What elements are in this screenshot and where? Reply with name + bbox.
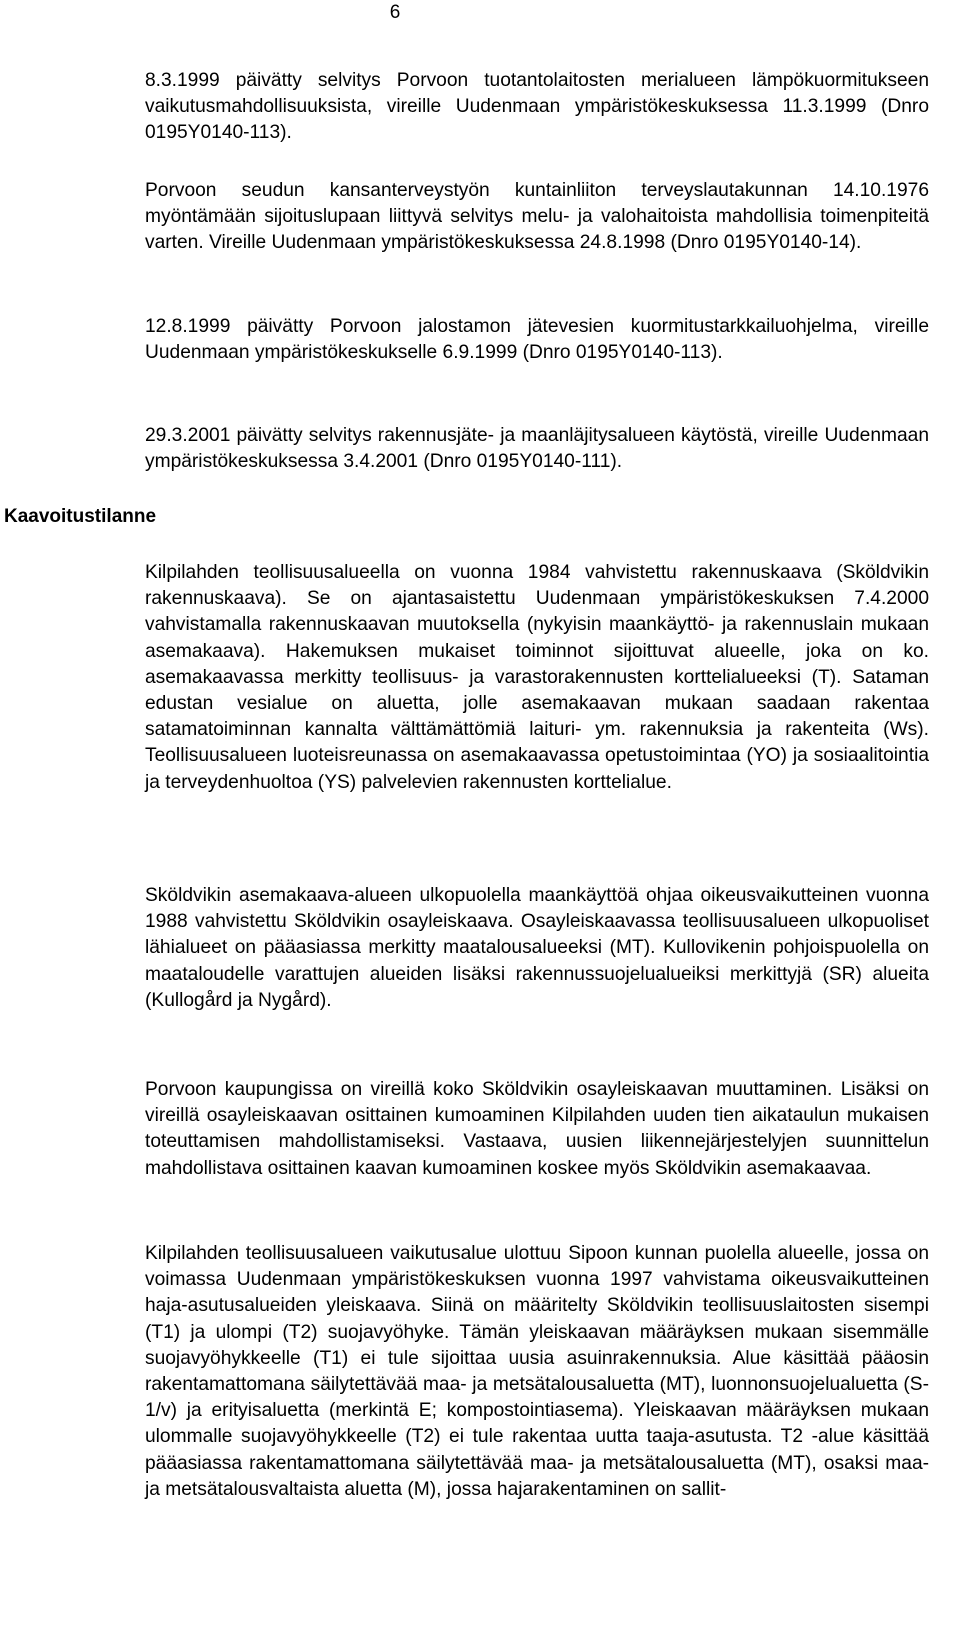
paragraph-6: Sköldvikin asemakaava-alueen ulkopuolella maankäyttöä ohjaa oikeusvaikutteinen vuonna 1988 vahvistettu Sköldvikin osayleiskaava. Osayleiskaavassa teollisuusalueen ulkopuoliset lähialueet on pääasiassa merkitty maatalousalueeksi (MT). Kullovikenin pohjoispuolella on maataloudelle varattujen alueiden lisäksi rakennussuojelualueiksi merkittyjä (SR) alueita (Kullogård ja Nygård). (145, 885, 929, 1011)
paragraph-1: 8.3.1999 päivätty selvitys Porvoon tuotantolaitosten merialueen lämpökuormitukseen vaikutusmahdollisuuksista, vireille Uudenmaan ympäristökeskuksessa 11.3.1999 (Dnro 0195Y0140-113). (145, 70, 929, 144)
paragraph-3: 12.8.1999 päivätty Porvoon jalostamon jätevesien kuormitustarkkailuohjelma, vireille Uudenmaan ympäristökeskukselle 6.9.1999 (Dnro 0195Y0140-113). (145, 316, 929, 364)
paragraph-2: Porvoon seudun kansanterveystyön kuntainliiton terveyslautakunnan 14.10.1976 myöntämään sijoituslupaan liittyvä selvitys melu- ja valohaitoista mahdollisia toimenpiteitä varten. Vireille Uudenmaan ympäristökeskuksessa 24.8.1998 (Dnro 0195Y0140-14). (145, 180, 929, 254)
page-number: 6 (389, 2, 401, 23)
section-heading-kaavoitustilanne: Kaavoitustilanne (4, 506, 157, 527)
paragraph-7: Porvoon kaupungissa on vireillä koko Sköldvikin osayleiskaavan muuttaminen. Lisäksi on vireillä osayleiskaavan osittainen kumoaminen Kilpilahden uuden tien aikataulun mukaisen toteuttamisen mahdollistamiseksi. Vastaava, uusien liikennejärjestelyjen suunnittelun mahdollistava osittainen kaavan kumoaminen koskee myös Sköldvikin asemakaavaa. (145, 1079, 929, 1179)
paragraph-5: Kilpilahden teollisuusalueella on vuonna 1984 vahvistettu rakennuskaava (Sköldvikin rakennuskaava). Se on ajantasaistettu Uudenmaan ympäristökeskuksen 7.4.2000 vahvistamalla rakennuskaavan muutoksella (nykyisin maankäyttö- ja rakennuslain mukaan asemakaava). Hakemuksen mukaiset toiminnot sijoittuvat alueelle, joka on ko. asemakaavassa merkitty teollisuus- ja varastorakennusten korttelialueeksi (T). Sataman edustan vesialue on aluetta, jolle asemakaavan mukaan saadaan rakentaa satamatoiminnan kannalta välttämättömiä laituri- ym. rakennuksia ja rakenteita (Ws). Teollisuusalueen luoteisreunassa on asemakaavassa opetustoimintaa (YO) ja sosiaalitointia ja terveydenhuoltoa (YS) palvelevien rakennusten korttelialue. (145, 562, 929, 793)
paragraph-8: Kilpilahden teollisuusalueen vaikutusalue ulottuu Sipoon kunnan puolella alueelle, jossa on voimassa Uudenmaan ympäristökeskuksen vuonna 1997 vahvistama oikeusvaikutteinen haja-asutusalueiden yleiskaava. Siinä on määritelty Sköldvikin teollisuuslaitosten sisempi (T1) ja ulompi (T2) suojavyöhyke. Tämän yleiskaavan määräyksen mukaan sisemmälle suojavyöhykkeelle (T1) ei tule sijoittaa uusia asuinrakennuksia. Alue käsittää pääosin rakentamattomana säilytettävää maa- ja metsätalousaluetta (MT), luonnonsuojelualuetta (S-1/v) ja erityisaluetta (merkintä E; kompostointiasema). Yleiskaavan määräyksen mukaan ulommalle suojavyöhykkeelle (T2) ei tule rakentaa uutta taaja-asutusta. T2 -alue käsittää pääasiassa rakentamattomana säilytettävää maa- ja metsätalousaluetta (MT), osaksi maa- ja metsätalousvaltaista aluetta (M), jossa hajarakentaminen on sallit- (145, 1243, 929, 1500)
paragraph-4: 29.3.2001 päivätty selvitys rakennusjäte- ja maanläjitysalueen käytöstä, vireille Uudenmaan ympäristökeskuksessa 3.4.2001 (Dnro 0195Y0140-111). (145, 425, 929, 473)
